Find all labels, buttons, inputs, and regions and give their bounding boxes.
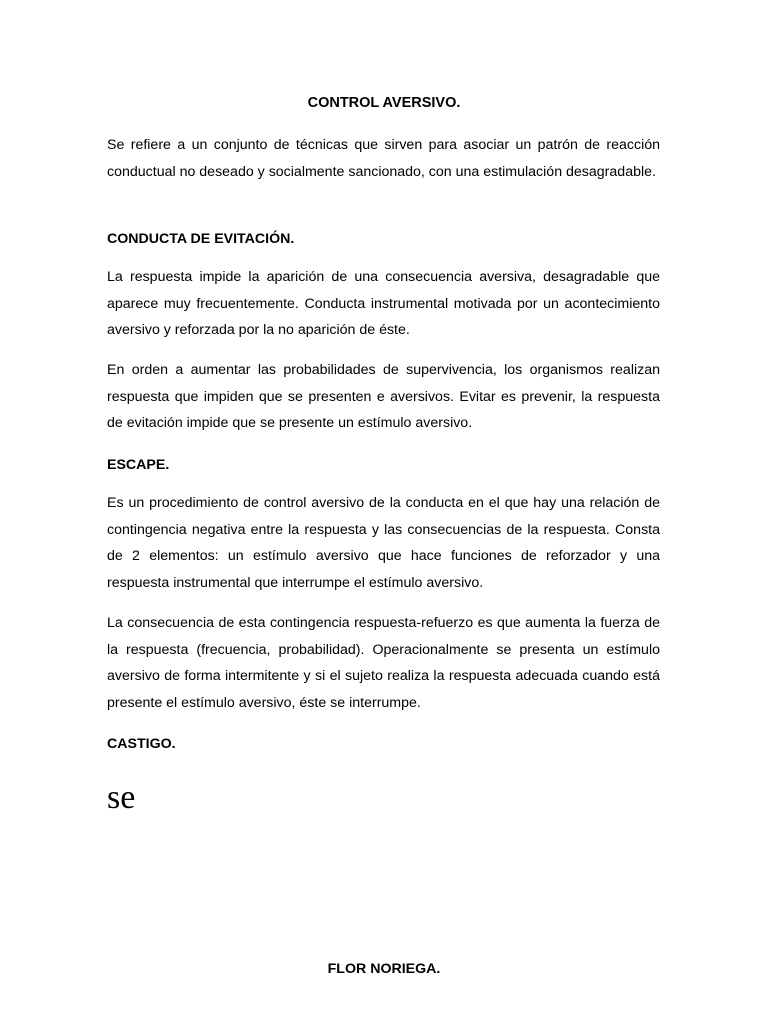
evitacion-paragraph-1: La respuesta impide la aparición de una consecuencia aversiva, desagradable que aparece muy frecuentemente. Conducta instrumental motivada por un acontecimiento aversivo y reforzada por la no aparición de éste. xyxy=(107,269,660,338)
author-signature: FLOR NORIEGA. xyxy=(327,961,441,977)
section-heading-castigo: CASTIGO. xyxy=(107,736,176,752)
section-heading-conducta-de-evitacion: CONDUCTA DE EVITACIÓN. xyxy=(107,231,295,247)
section-heading-escape: ESCAPE. xyxy=(107,457,170,473)
castigo-fragment-text: se xyxy=(107,779,136,816)
escape-paragraph-1: Es un procedimiento de control aversivo de la conducta en el que hay una relación de contingencia negativa entre la respuesta y las consecuencias de la respuesta. Consta de 2 elementos: un estímulo aversivo que hace funciones de reforzador y una respuesta instrumental que interrumpe el estímulo aversivo. xyxy=(107,495,660,591)
evitacion-paragraph-2: En orden a aumentar las probabilidades de supervivencia, los organismos realizan respuesta que impiden que se presenten e aversivos. Evitar es prevenir, la respuesta de evitación impide que se presente un estímulo aversivo. xyxy=(107,362,660,431)
intro-paragraph: Se refiere a un conjunto de técnicas que sirven para asociar un patrón de reacción conductual no deseado y socialmente sancionado, con una estimulación desagradable. xyxy=(107,137,660,180)
document-title: CONTROL AVERSIVO. xyxy=(307,95,461,111)
escape-paragraph-2: La consecuencia de esta contingencia respuesta-refuerzo es que aumenta la fuerza de la respuesta (frecuencia, probabilidad). Operacionalmente se presenta un estímulo aversivo de forma intermitente y si el sujeto realiza la respuesta adecuada cuando está presente el estímulo aversivo, éste se interrumpe. xyxy=(107,615,660,711)
